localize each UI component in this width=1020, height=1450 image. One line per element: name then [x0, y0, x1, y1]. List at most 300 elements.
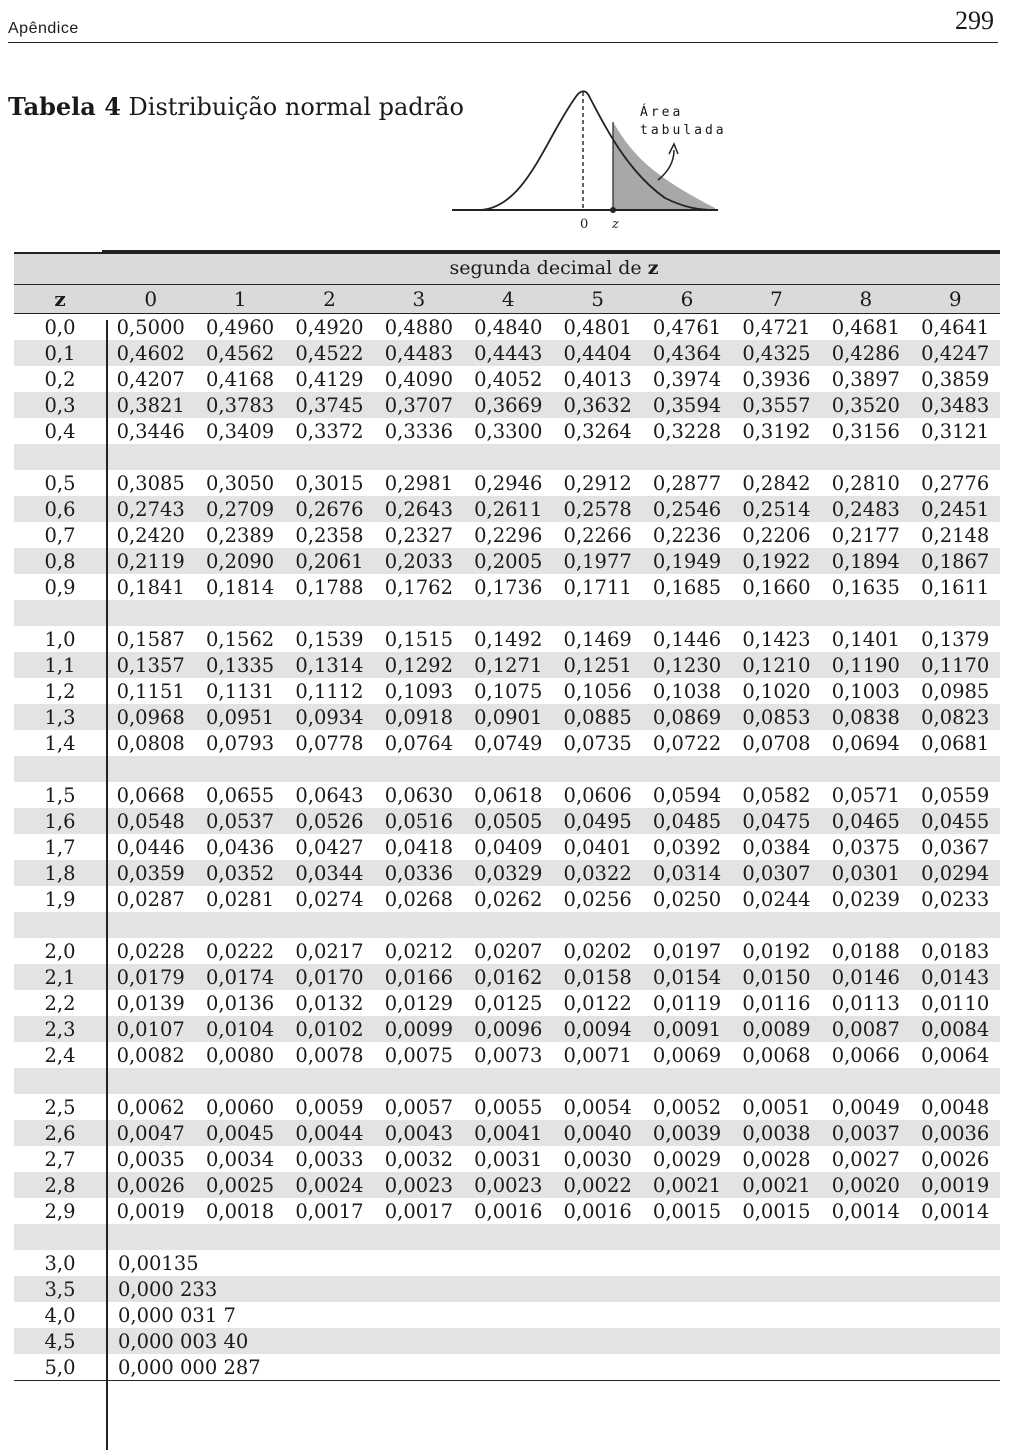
probability-cell: 0,0170: [295, 965, 364, 989]
probability-cell: 0,0015: [742, 1199, 811, 1223]
caption-variable: z: [647, 257, 659, 279]
probability-cell: 0,0375: [831, 835, 900, 859]
table-row-extended: [14, 1302, 1000, 1328]
probability-cell: 0,0078: [295, 1043, 364, 1067]
probability-cell: 0,0091: [652, 1017, 722, 1041]
probability-cell: 0,0722: [652, 731, 722, 755]
probability-cell: 0,0239: [831, 887, 900, 911]
table-row: [14, 340, 1000, 366]
table-bottom-rule: [14, 1380, 1000, 1381]
probability-cell: 0,0043: [384, 1121, 453, 1145]
probability-cell: 0,4168: [205, 367, 275, 391]
probability-cell: 0,0455: [921, 809, 990, 833]
z-value: 1,5: [44, 783, 76, 807]
probability-cell: 0,4681: [831, 315, 900, 339]
probability-cell: 0,4562: [205, 341, 275, 365]
probability-cell: 0,0749: [474, 731, 543, 755]
probability-cell: 0,0082: [116, 1043, 185, 1067]
z-value: 1,1: [44, 653, 76, 677]
probability-cell: 0,0427: [295, 835, 364, 859]
probability-cell: 0,0384: [742, 835, 811, 859]
probability-cell: 0,1762: [384, 575, 453, 599]
probability-cell: 0,0918: [384, 705, 453, 729]
normal-distribution-table: [14, 250, 1000, 1381]
probability-cell: 0,0018: [205, 1199, 275, 1223]
probability-cell: 0,0418: [384, 835, 453, 859]
probability-cell: 0,0505: [474, 809, 543, 833]
probability-cell: 0,0322: [563, 861, 632, 885]
probability-cell: 0,0516: [384, 809, 453, 833]
probability-cell: 0,0256: [563, 887, 632, 911]
probability-cell: 0,0104: [205, 1017, 275, 1041]
probability-cell: 0,0188: [831, 939, 900, 963]
probability-cell: 0,2296: [474, 523, 543, 547]
probability-cell: 0,0016: [474, 1199, 543, 1223]
probability-cell: 0,0643: [295, 783, 364, 807]
probability-cell: 0,4207: [116, 367, 185, 391]
probability-cell: 0,0049: [831, 1095, 900, 1119]
probability-cell: 0,0039: [652, 1121, 722, 1145]
probability-cell: 0,0571: [831, 783, 900, 807]
probability-cell: 0,0015: [652, 1199, 722, 1223]
probability-cell: 0,5000: [116, 315, 185, 339]
probability-cell: 0,1539: [295, 627, 364, 651]
probability-cell: 0,4013: [563, 367, 632, 391]
probability-cell: 0,1314: [295, 653, 364, 677]
probability-cell: 0,2810: [831, 471, 900, 495]
probability-cell: 0,0838: [831, 705, 900, 729]
group-separator: [14, 756, 1000, 782]
probability-cell: 0,3594: [652, 393, 722, 417]
probability-cell: 0,0808: [116, 731, 185, 755]
column-header: 9: [948, 287, 962, 311]
z-value: 3,0: [44, 1251, 76, 1275]
probability-cell: 0,1401: [831, 627, 900, 651]
probability-cell: 0,1562: [205, 627, 275, 651]
z-point: [610, 207, 616, 213]
probability-cell: 0,4052: [474, 367, 543, 391]
probability-cell: 0,2148: [921, 523, 990, 547]
probability-cell: 0,1075: [474, 679, 543, 703]
probability-cell: 0,4960: [205, 315, 275, 339]
probability-cell: 0,2236: [652, 523, 722, 547]
probability-cell: 0,0041: [474, 1121, 543, 1145]
probability-cell: 0,0869: [652, 705, 722, 729]
probability-cell: 0,1112: [295, 679, 364, 703]
table-row: [14, 990, 1000, 1016]
probability-cell: 0,0336: [384, 861, 453, 885]
table-body: [14, 314, 1000, 1380]
probability-cell: 0,3121: [921, 419, 990, 443]
probability-cell: 0,0048: [921, 1095, 990, 1119]
probability-cell: 0,4090: [384, 367, 453, 391]
probability-cell: 0,4801: [563, 315, 632, 339]
z-value: 0,1: [44, 341, 76, 365]
probability-cell: 0,0073: [474, 1043, 543, 1067]
probability-cell: 0,1190: [831, 653, 900, 677]
table-row: [14, 1120, 1000, 1146]
probability-cell: 0,1469: [563, 627, 632, 651]
probability-cell: 0,0014: [921, 1199, 990, 1223]
vertical-divider: [106, 320, 108, 1450]
probability-cell: 0,0059: [295, 1095, 364, 1119]
probability-cell: 0,0853: [742, 705, 811, 729]
area-label-line1: Área: [640, 105, 684, 120]
probability-cell: 0,0495: [563, 809, 632, 833]
probability-cell: 0,4483: [384, 341, 453, 365]
probability-cell: 0,0150: [742, 965, 811, 989]
probability-cell: 0,4129: [295, 367, 364, 391]
probability-cell: 0,3936: [742, 367, 811, 391]
probability-cell: 0,3015: [295, 471, 364, 495]
table-row: [14, 1198, 1000, 1224]
probability-cell: 0,0559: [921, 783, 990, 807]
probability-cell: 0,0023: [384, 1173, 453, 1197]
probability-cell: 0,2005: [474, 549, 543, 573]
page-number: 299: [955, 6, 994, 35]
probability-cell: 0,1949: [652, 549, 722, 573]
z-value: 0,4: [44, 419, 76, 443]
probability-cell: 0,2709: [205, 497, 275, 521]
probability-cell: 0,0885: [563, 705, 632, 729]
column-header: 6: [680, 287, 694, 311]
probability-cell: 0,1423: [742, 627, 811, 651]
table-row: [14, 886, 1000, 912]
column-header: 3: [412, 287, 426, 311]
probability-cell: 0,0294: [921, 861, 990, 885]
probability-cell: 0,0119: [652, 991, 722, 1015]
table-row: [14, 964, 1000, 990]
table-title: [8, 92, 464, 121]
probability-cell: 0,1170: [921, 653, 990, 677]
probability-cell: 0,4761: [652, 315, 722, 339]
group-separator: [14, 912, 1000, 938]
probability-cell: 0,1093: [384, 679, 453, 703]
z-value: 1,4: [44, 731, 76, 755]
z-value: 3,5: [44, 1277, 76, 1301]
table-row-extended: [14, 1354, 1000, 1380]
z-value: 2,3: [44, 1017, 76, 1041]
probability-cell: 0,0446: [116, 835, 185, 859]
probability-cell: 0,0179: [116, 965, 185, 989]
probability-cell: 0,0594: [652, 783, 722, 807]
column-header: 5: [591, 287, 605, 311]
probability-cell: 0,4721: [742, 315, 811, 339]
probability-cell: 0,0162: [474, 965, 543, 989]
probability-cell: 0,2119: [116, 549, 185, 573]
probability-cell: 0,0080: [205, 1043, 275, 1067]
group-separator: [14, 444, 1000, 470]
probability-cell: 0,2912: [563, 471, 632, 495]
z-value: 2,8: [44, 1173, 76, 1197]
probability-cell: 0,4880: [384, 315, 453, 339]
group-separator: [14, 600, 1000, 626]
probability-cell: 0,00135: [118, 1251, 199, 1275]
probability-cell: 0,000 233: [118, 1277, 218, 1301]
probability-cell: 0,2389: [205, 523, 275, 547]
probability-cell: 0,0066: [831, 1043, 900, 1067]
z-value: 2,6: [44, 1121, 76, 1145]
z-value: 2,2: [44, 991, 76, 1015]
z-value: 0,6: [44, 497, 76, 521]
table-caption-row: [14, 252, 1000, 284]
probability-cell: 0,1867: [921, 549, 990, 573]
probability-cell: 0,0027: [831, 1147, 900, 1171]
probability-cell: 0,0262: [474, 887, 543, 911]
probability-cell: 0,2451: [921, 497, 990, 521]
probability-cell: 0,1056: [563, 679, 632, 703]
table-row: [14, 574, 1000, 600]
probability-cell: 0,0606: [563, 783, 632, 807]
probability-cell: 0,0129: [384, 991, 453, 1015]
group-separator: [14, 1068, 1000, 1094]
probability-cell: 0,2676: [295, 497, 364, 521]
probability-cell: 0,1711: [563, 575, 632, 599]
probability-cell: 0,2090: [205, 549, 275, 573]
probability-cell: 0,0075: [384, 1043, 453, 1067]
z-value: 1,0: [44, 627, 76, 651]
probability-cell: 0,1003: [831, 679, 900, 703]
probability-cell: 0,3192: [742, 419, 811, 443]
probability-cell: 0,1335: [205, 653, 275, 677]
probability-cell: 0,3085: [116, 471, 185, 495]
probability-cell: 0,0823: [921, 705, 990, 729]
probability-cell: 0,0060: [205, 1095, 275, 1119]
probability-cell: 0,0052: [652, 1095, 722, 1119]
probability-cell: 0,3446: [116, 419, 185, 443]
probability-cell: 0,0301: [831, 861, 900, 885]
probability-cell: 0,2177: [831, 523, 900, 547]
probability-cell: 0,0021: [742, 1173, 811, 1197]
z-value: 1,2: [44, 679, 76, 703]
probability-cell: 0,1894: [831, 549, 900, 573]
probability-cell: 0,4840: [474, 315, 543, 339]
probability-cell: 0,1379: [921, 627, 990, 651]
probability-cell: 0,0681: [921, 731, 990, 755]
probability-cell: 0,4920: [295, 315, 364, 339]
probability-cell: 0,0968: [116, 705, 185, 729]
probability-cell: 0,0033: [295, 1147, 364, 1171]
probability-cell: 0,1230: [652, 653, 722, 677]
chapter-label: Apêndice: [8, 20, 79, 37]
table-row: [14, 314, 1000, 340]
probability-cell: 0,0084: [921, 1017, 990, 1041]
probability-cell: 0,3974: [652, 367, 722, 391]
probability-cell: 0,0028: [742, 1147, 811, 1171]
probability-cell: 0,4522: [295, 341, 364, 365]
z-value: 4,5: [44, 1329, 76, 1353]
table-row: [14, 548, 1000, 574]
table-row: [14, 1172, 1000, 1198]
z-value: 0,5: [44, 471, 76, 495]
table-row: [14, 418, 1000, 444]
z-value: 2,9: [44, 1199, 76, 1223]
probability-cell: 0,0475: [742, 809, 811, 833]
probability-cell: 0,3264: [563, 419, 632, 443]
table-row-extended: [14, 1250, 1000, 1276]
probability-cell: 0,1841: [116, 575, 185, 599]
probability-cell: 0,3300: [474, 419, 543, 443]
z-value: 0,7: [44, 523, 76, 547]
table-row: [14, 782, 1000, 808]
probability-cell: 0,2643: [384, 497, 453, 521]
probability-cell: 0,3483: [921, 393, 990, 417]
probability-cell: 0,0031: [474, 1147, 543, 1171]
probability-cell: 0,0548: [116, 809, 185, 833]
probability-cell: 0,1251: [563, 653, 632, 677]
probability-cell: 0,3228: [652, 419, 722, 443]
probability-cell: 0,0055: [474, 1095, 543, 1119]
probability-cell: 0,0113: [831, 991, 900, 1015]
probability-cell: 0,0045: [205, 1121, 275, 1145]
probability-cell: 0,3821: [116, 393, 185, 417]
table-row: [14, 626, 1000, 652]
probability-cell: 0,1292: [384, 653, 453, 677]
z-value: 2,5: [44, 1095, 76, 1119]
probability-cell: 0,2061: [295, 549, 364, 573]
area-label-line2: tabulada: [640, 123, 727, 138]
probability-cell: 0,0032: [384, 1147, 453, 1171]
probability-cell: 0,0901: [474, 705, 543, 729]
probability-cell: 0,0166: [384, 965, 453, 989]
probability-cell: 0,3745: [295, 393, 364, 417]
z-value: 0,8: [44, 549, 76, 573]
probability-cell: 0,2033: [384, 549, 453, 573]
probability-cell: 0,0044: [295, 1121, 364, 1145]
table-row: [14, 938, 1000, 964]
z-value: 1,9: [44, 887, 76, 911]
probability-cell: 0,0409: [474, 835, 543, 859]
z-value: 2,1: [44, 965, 76, 989]
probability-cell: 0,0329: [474, 861, 543, 885]
probability-cell: 0,0778: [295, 731, 364, 755]
table-row: [14, 1042, 1000, 1068]
probability-cell: 0,0630: [384, 783, 453, 807]
probability-cell: 0,0197: [652, 939, 722, 963]
probability-cell: 0,0089: [742, 1017, 811, 1041]
probability-cell: 0,0037: [831, 1121, 900, 1145]
probability-cell: 0,1446: [652, 627, 722, 651]
probability-cell: 0,0274: [295, 887, 364, 911]
probability-cell: 0,0019: [921, 1173, 990, 1197]
caption-prefix: segunda decimal de: [449, 257, 648, 279]
table-row: [14, 678, 1000, 704]
probability-cell: 0,0154: [652, 965, 722, 989]
probability-cell: 0,0655: [205, 783, 275, 807]
z-value: 1,7: [44, 835, 76, 859]
probability-cell: 0,0951: [205, 705, 275, 729]
probability-cell: 0,0051: [742, 1095, 811, 1119]
probability-cell: 0,0207: [474, 939, 543, 963]
probability-cell: 0,0038: [742, 1121, 811, 1145]
area-label: [640, 104, 727, 140]
page-header: [8, 6, 998, 43]
probability-cell: 0,0132: [295, 991, 364, 1015]
probability-cell: 0,0064: [921, 1043, 990, 1067]
column-header: 8: [859, 287, 873, 311]
probability-cell: 0,0934: [295, 705, 364, 729]
probability-cell: 0,0023: [474, 1173, 543, 1197]
probability-cell: 0,1685: [652, 575, 722, 599]
probability-cell: 0,0146: [831, 965, 900, 989]
probability-cell: 0,2483: [831, 497, 900, 521]
probability-cell: 0,0143: [921, 965, 990, 989]
z-value: 0,0: [44, 315, 76, 339]
probability-cell: 0,1611: [921, 575, 990, 599]
probability-cell: 0,0116: [742, 991, 811, 1015]
probability-cell: 0,3156: [831, 419, 900, 443]
table-row: [14, 392, 1000, 418]
z-value: 1,8: [44, 861, 76, 885]
probability-cell: 0,0099: [384, 1017, 453, 1041]
probability-cell: 0,0287: [116, 887, 185, 911]
probability-cell: 0,1977: [563, 549, 632, 573]
table-row: [14, 496, 1000, 522]
probability-cell: 0,2358: [295, 523, 364, 547]
probability-cell: 0,0017: [384, 1199, 453, 1223]
probability-cell: 0,0485: [652, 809, 722, 833]
probability-cell: 0,1492: [474, 627, 543, 651]
column-headers: [106, 285, 1000, 313]
probability-cell: 0,1814: [205, 575, 275, 599]
probability-cell: 0,000 031 7: [118, 1303, 236, 1327]
probability-cell: 0,0694: [831, 731, 900, 755]
column-header: 4: [501, 287, 515, 311]
column-header: 2: [323, 287, 336, 311]
probability-cell: 0,0392: [652, 835, 722, 859]
probability-cell: 0,1357: [116, 653, 185, 677]
probability-cell: 0,0096: [474, 1017, 543, 1041]
probability-cell: 0,2546: [652, 497, 722, 521]
z-value: 2,7: [44, 1147, 76, 1171]
probability-cell: 0,1515: [384, 627, 453, 651]
column-header: 0: [144, 287, 158, 311]
probability-cell: 0,0158: [563, 965, 632, 989]
probability-cell: 0,0062: [116, 1095, 185, 1119]
probability-cell: 0,3859: [921, 367, 990, 391]
probability-cell: 0,0244: [742, 887, 811, 911]
probability-cell: 0,0352: [205, 861, 275, 885]
probability-cell: 0,0228: [116, 939, 185, 963]
probability-cell: 0,0068: [742, 1043, 811, 1067]
table-title-text: Distribuição normal padrão: [120, 93, 464, 121]
probability-cell: 0,0268: [384, 887, 453, 911]
probability-cell: 0,0136: [205, 991, 275, 1015]
probability-cell: 0,3897: [831, 367, 900, 391]
probability-cell: 0,4286: [831, 341, 900, 365]
probability-cell: 0,0054: [563, 1095, 632, 1119]
probability-cell: 0,3372: [295, 419, 364, 443]
probability-cell: 0,0307: [742, 861, 811, 885]
probability-cell: 0,0025: [205, 1173, 275, 1197]
probability-cell: 0,2327: [384, 523, 453, 547]
probability-cell: 0,4443: [474, 341, 543, 365]
column-header: 7: [770, 287, 783, 311]
probability-cell: 0,0036: [921, 1121, 990, 1145]
probability-cell: 0,0708: [742, 731, 811, 755]
probability-cell: 0,0016: [563, 1199, 632, 1223]
probability-cell: 0,0359: [116, 861, 185, 885]
probability-cell: 0,1151: [116, 679, 185, 703]
probability-cell: 0,0107: [116, 1017, 185, 1041]
probability-cell: 0,4641: [921, 315, 990, 339]
z-value: 5,0: [44, 1355, 76, 1379]
probability-cell: 0,4325: [742, 341, 811, 365]
probability-cell: 0,0047: [116, 1121, 185, 1145]
probability-cell: 0,0139: [116, 991, 185, 1015]
probability-cell: 0,0035: [116, 1147, 185, 1171]
probability-cell: 0,2266: [563, 523, 632, 547]
